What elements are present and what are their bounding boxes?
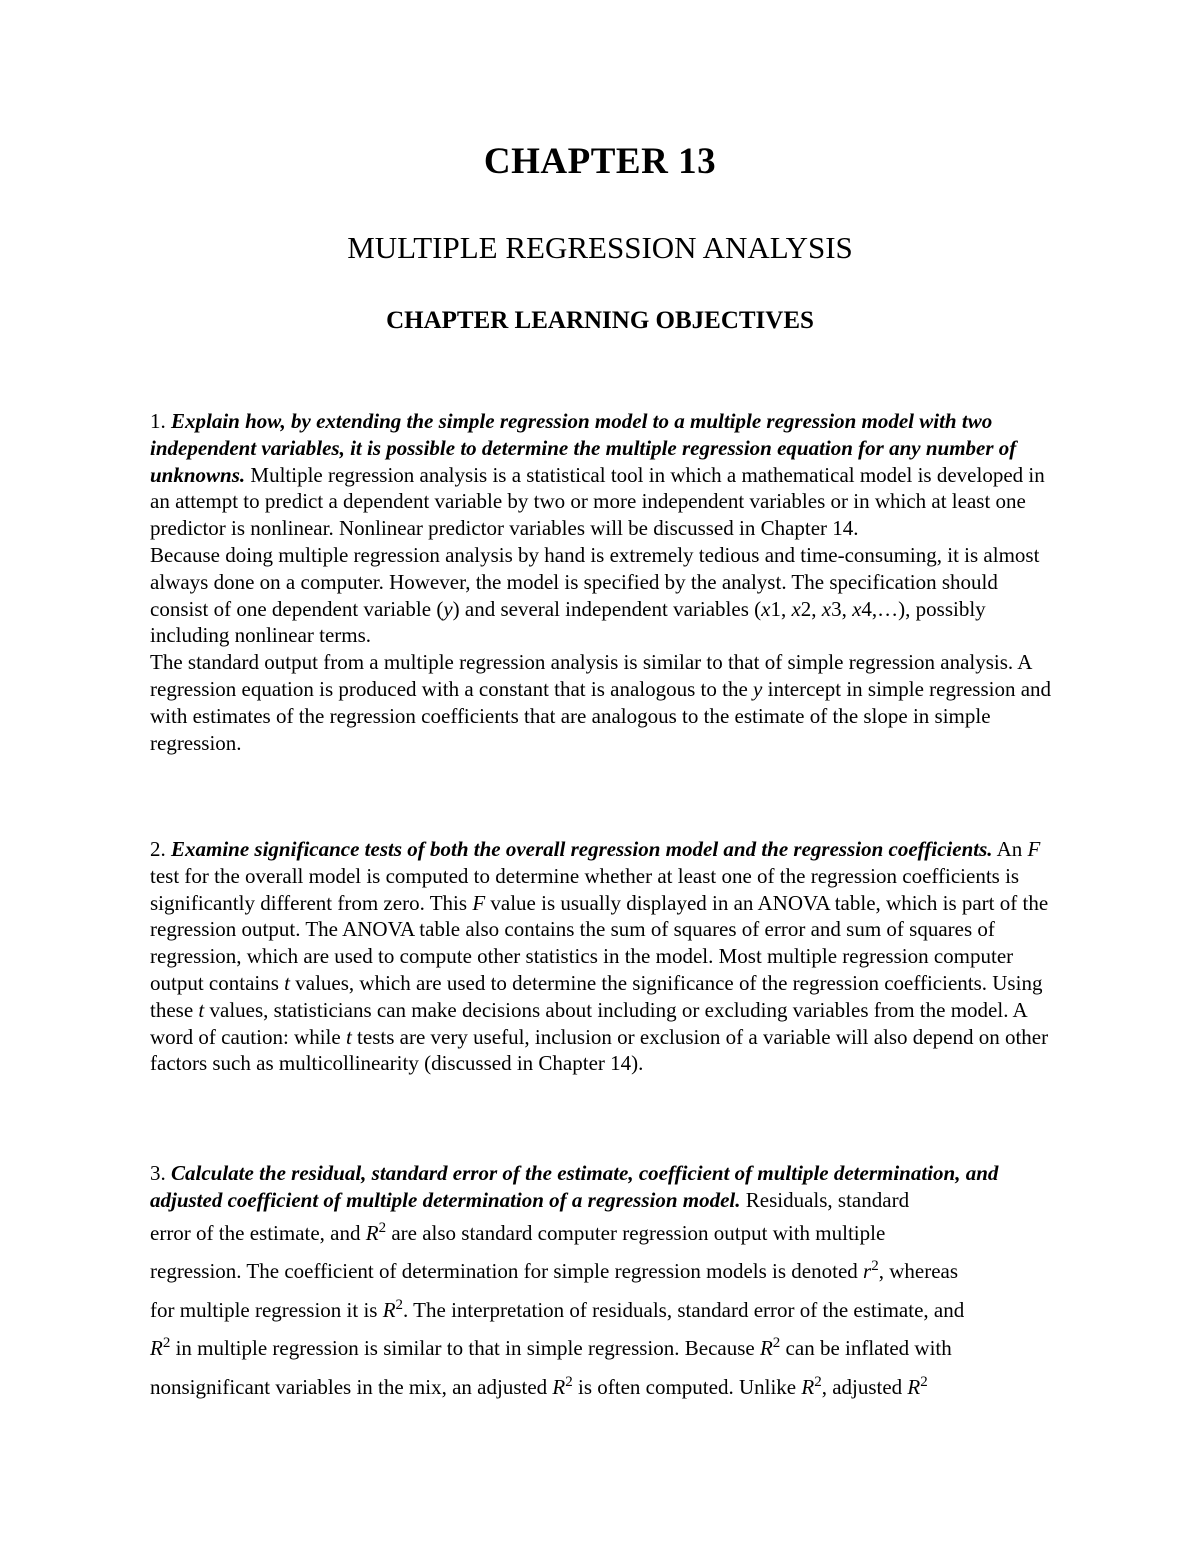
objective-1-number: 1. [150,409,171,433]
objective-1-lead: Explain how, by extending the simple regression model to a multiple regression model with two independent variables, it is possible to determine the multiple regression equation for any number of unknowns. [150,409,1017,487]
chapter-title: MULTIPLE REGRESSION ANALYSIS [347,230,853,265]
objective-3-line-5: $R^2$ in multiple regression is similar to that in simple regression. Because $R^2$ can be inflated with [150,1335,952,1361]
objective-2-lead: Examine significance tests of both the overall regression model and the regression coefficients. [171,837,993,861]
objective-3-lead: Calculate the residual, standard error of the estimate, coefficient of multiple determination, and adjusted coefficient of multiple determination of a regression model. [150,1161,999,1212]
objective-2: 2. Examine significance tests of both the overall regression model and the regression coefficients. An F test for the overall model is computed to determine whether at least one of the regression coefficients is significantly different from zero. This F value is usually displayed in an ANOVA table, which is part of the regression output. The ANOVA table also contains the sum of squares of error and sum of squares of regression, which are used to compute other statistics in the model. Most multiple regression computer output contains t values, which are used to determine the significance of the regression coefficients. Using these t values, statisticians can make decisions about including or excluding variables from the model. A word of caution: while t tests are very useful, inclusion or exclusion of a variable will also depend on other factors such as multicollinearity (discussed in Chapter 14). [150,837,1049,1076]
objective-3-line-2: error of the estimate, and $R^2$ are also standard computer regression output with multiple [150,1219,886,1245]
chapter-number: CHAPTER 13 [483,141,717,182]
objective-3-line-3: regression. The coefficient of determination for simple regression models is denoted $r^2$, whereas [150,1258,959,1284]
objective-1 [150,408,1055,756]
objective-1-paragraph-3: The standard output from a multiple regression analysis is similar to that of simple regression analysis. A regression equation is produced with a constant that is analogous to the y intercept in simple regression and with estimates of the regression coefficients that are analogous to the estimate of the slope in simple regression. [150,650,1052,755]
objective-3-line-4: for multiple regression it is $R^2$. The interpretation of residuals, standard error of the estimate, and [150,1296,965,1322]
objective-1-paragraph-1: Multiple regression analysis is a statistical tool in which a mathematical model is developed in an attempt to predict a dependent variable by two or more independent variables or in which at least one predictor is nonlinear. Nonlinear predictor variables will be discussed in Chapter 14. [150,462,1045,541]
objective-1-paragraph-2: Because doing multiple regression analysis by hand is extremely tedious and time-consuming, it is almost always done on a computer. However, the model is specified by the analyst. The specification should consist of one dependent variable (y) and several independent variables (x1, x2, x3, x4,…), possibly including nonlinear terms. [150,542,1040,648]
objective-3 [150,1160,1055,1407]
objective-1-intro [150,408,1055,542]
objective-2-number: 2. [150,837,171,861]
objectives-heading: CHAPTER LEARNING OBJECTIVES [386,307,814,334]
objective-3-number: 3. [150,1161,171,1185]
objective-3-line-6: nonsignificant variables in the mix, an adjusted $R^2$ is often computed. Unlike $R^2$, adjusted $R^2$ [150,1373,928,1399]
objective-3-lead-block: 3. Calculate the residual, standard error of the estimate, coefficient of multiple determination, and adjusted coefficient of multiple determination of a regression model. Residuals, standard [150,1161,999,1212]
